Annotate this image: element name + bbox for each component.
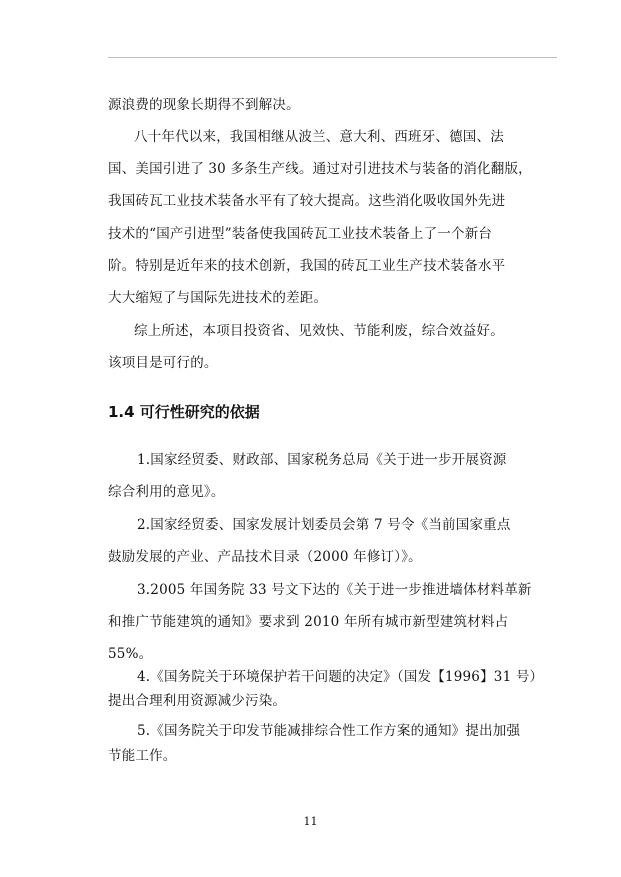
paragraph-1-line: 大大缩短了与国际先进技术的差距。 <box>108 290 328 306</box>
page-number: 11 <box>303 815 318 828</box>
paragraph-1-line: 八十年代以来，我国相继从波兰、意大利、西班牙、德国、法 <box>134 129 504 145</box>
section-heading: 1.4 可行性研究的依据 <box>108 403 260 421</box>
paragraph-1-line: 国、美国引进了 30 多条生产线。通过对引进技术与装备的消化翻版， <box>108 161 532 177</box>
header-rule <box>108 57 557 58</box>
basis-item-3-line: 和推广节能建筑的通知》要求到 2010 年所有城市新型建筑材料占 <box>108 614 509 630</box>
paragraph-intro-line: 源浪费的现象长期得不到解决。 <box>108 97 300 113</box>
paragraph-1-line: 阶。特别是近年来的技术创新，我国的砖瓦工业生产技术装备水平 <box>108 258 506 274</box>
basis-item-3-line: 3.2005 年国务院 33 号文下达的《关于进一步推进墙体材料革新 <box>137 582 532 598</box>
basis-item-2-line: 鼓励发展的产业、产品技术目录（2000 年修订）》。 <box>108 549 422 565</box>
basis-item-5-line: 5.《国务院关于印发节能减排综合性工作方案的通知》提出加强 <box>137 723 521 739</box>
paragraph-2-line: 该项目是可行的。 <box>108 355 218 371</box>
basis-item-4-line: 提出合理利用资源减少污染。 <box>108 693 287 709</box>
paragraph-2-line: 综上所述，本项目投资省、见效快、节能利废，综合效益好。 <box>134 323 504 339</box>
paragraph-1-line: 我国砖瓦工业技术装备水平有了较大提高。这些消化吸收国外先进 <box>108 193 506 209</box>
basis-item-1-line: 综合利用的意见》。 <box>108 484 225 500</box>
basis-item-1-line: 1.国家经贸委、财政部、国家税务总局《关于进一步开展资源 <box>137 452 507 468</box>
basis-item-2-line: 2.国家经贸委、国家发展计划委员会第 7 号令《当前国家重点 <box>137 517 511 533</box>
basis-item-5-line: 节能工作。 <box>108 748 177 764</box>
basis-item-3-line: 55%。 <box>108 646 153 662</box>
basis-item-4-line: 4.《国务院关于环境保护若干问题的决定》（国发【1996】31 号） <box>137 669 544 685</box>
paragraph-1-line: 技术的“国产引进型”装备使我国砖瓦工业技术装备上了一个新台 <box>108 226 493 242</box>
